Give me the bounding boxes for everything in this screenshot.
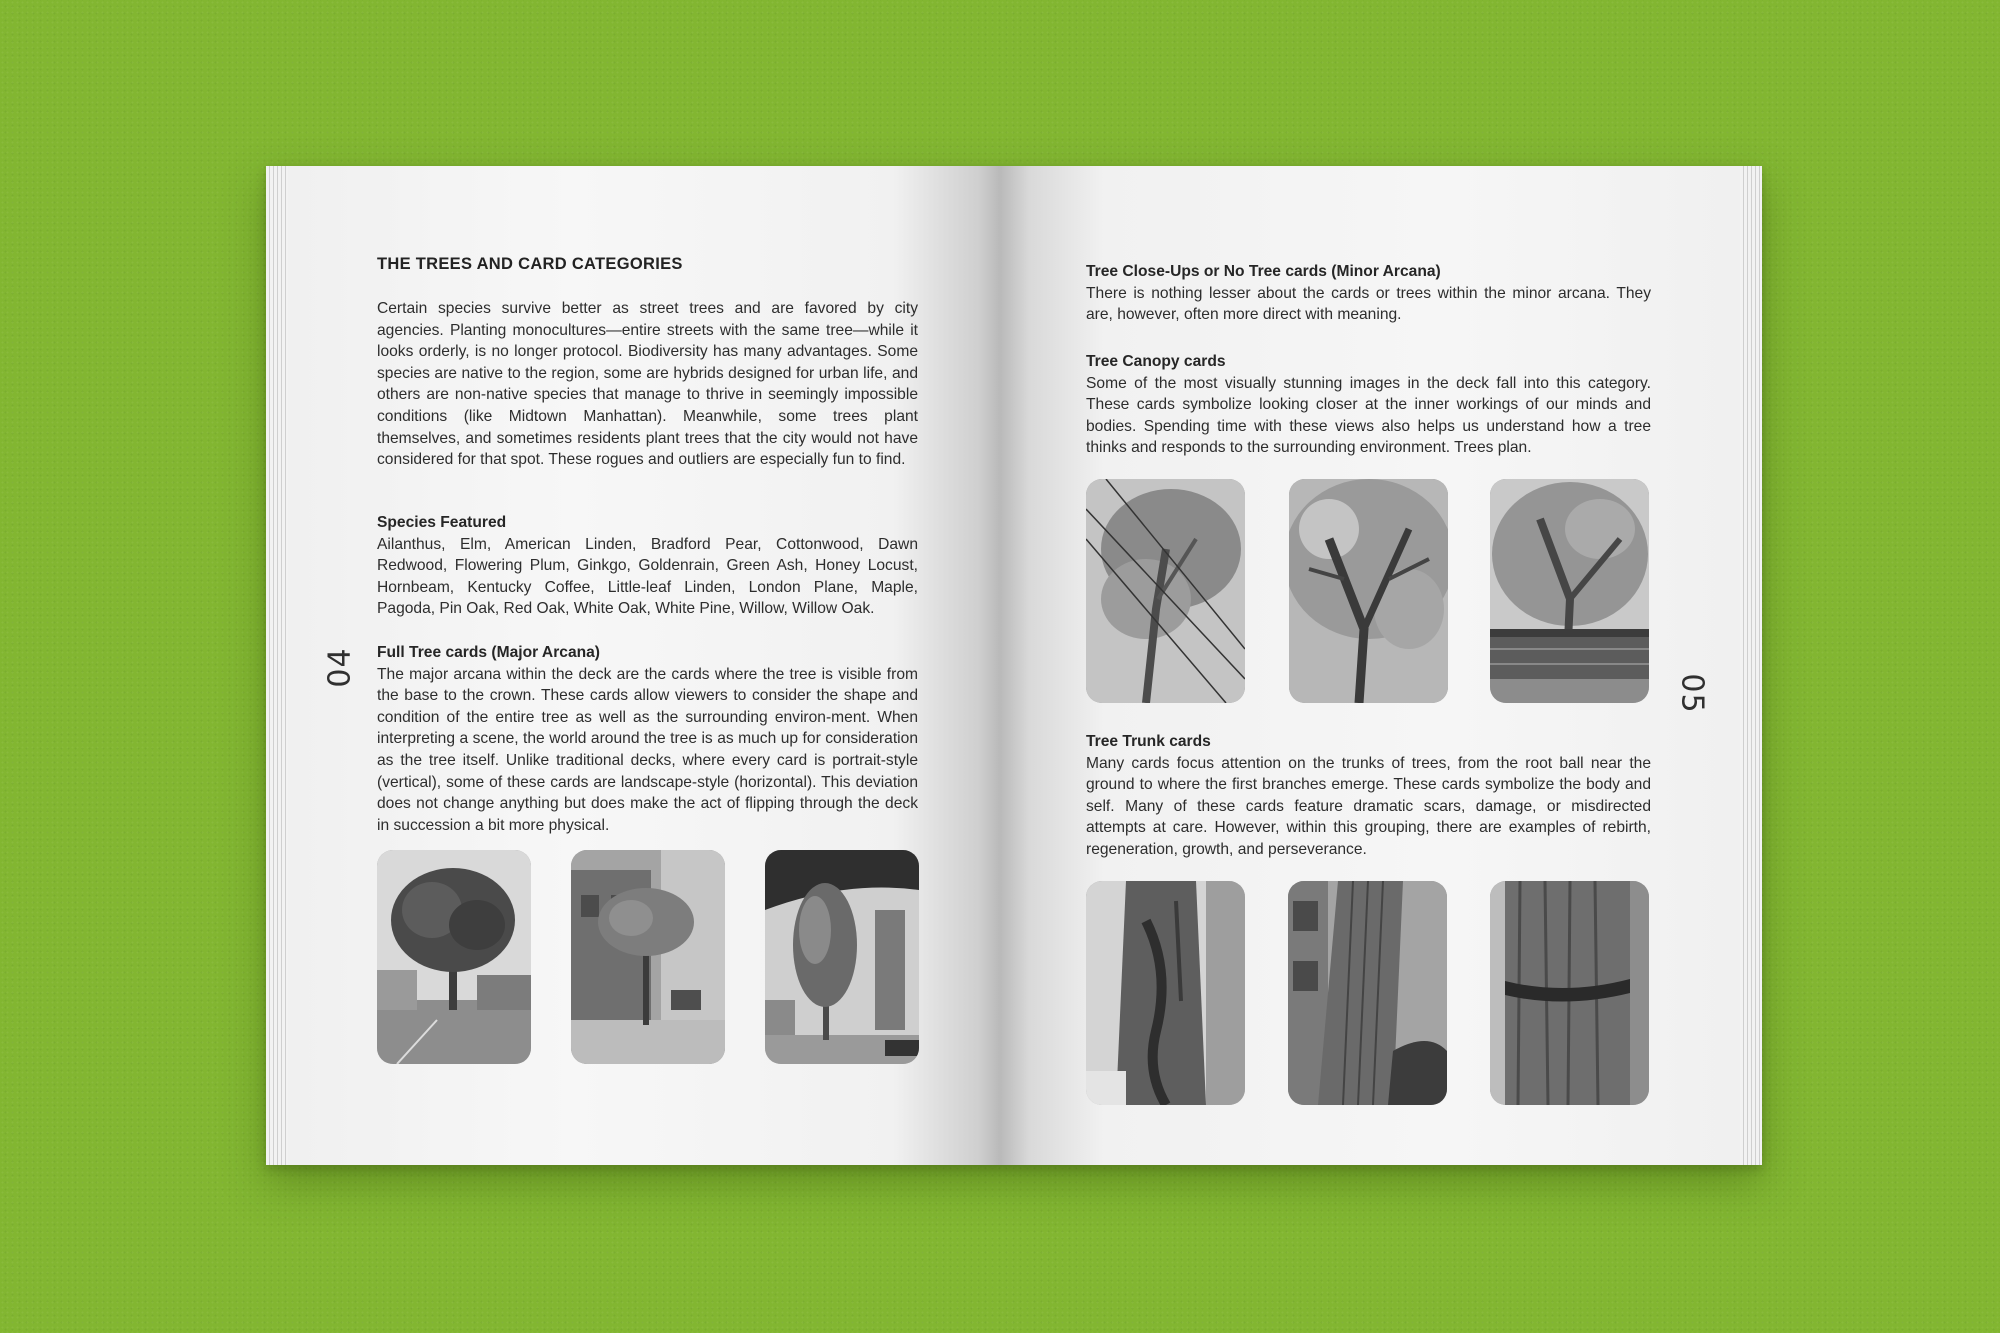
full-tree-photo-3 [765,850,919,1064]
canopy-photo-3 [1490,479,1649,703]
full-tree-photo-2 [571,850,725,1064]
canopy-paragraph: Some of the most visually stunning images in the deck fall into this category. These cards symbolize looking closer at the inner workings of our minds and bodies. Spending time with these views also helps us understand how a tree thinks and responds to the surrounding environment. Trees plan. [1086,374,1651,457]
canopy-photo-2 [1289,479,1448,703]
closeups-paragraph: There is nothing lesser about the cards or trees within the minor arcana. They are, however, often more direct with meaning. [1086,284,1651,324]
species-title: Species Featured [377,514,507,531]
trunk-photo-3 [1490,881,1649,1105]
full-tree-title: Full Tree cards (Major Arcana) [377,644,601,661]
page-number-right: 05 [1674,673,1710,714]
trunk-title: Tree Trunk cards [1086,733,1211,750]
trunk-block [1086,731,1651,861]
species-block [377,512,918,620]
canopy-block [1086,351,1651,459]
full-tree-photo-1 [377,850,531,1064]
section-heading: THE TREES AND CARD CATEGORIES [377,255,683,273]
full-tree-block [377,642,918,836]
intro-paragraph: Certain species survive better as street trees and are favored by city agencies. Planting monocultures—entire streets with the same tree—while it looks orderly, is no longer protocol. Biodiversity has many advantages. Some species are native to the region, some are hybrids designed for urban life, and others are non-native species that manage to thrive in seemingly impossible conditions (like Midtown Manhattan). Meanwhile, some trees plant themselves, and sometimes residents plant trees that the city would not have considered for that spot. These rogues and outliers are especially fun to find. [377,300,918,469]
canopy-photo-1 [1086,479,1245,703]
closeups-title: Tree Close-Ups or No Tree cards (Minor Arcana) [1086,263,1441,280]
full-tree-paragraph: The major arcana within the deck are the cards where the tree is visible from the base to the crown. These cards allow viewers to consider the shape and condition of the entire tree as well as the surrounding environ-ment. When interpreting a scene, the world around the tree is as much up for consideration as the tree itself. Unlike traditional decks, where every card is portrait-style (vertical), some of these cards are landscape-style (horizontal). This deviation does not change anything but does make the act of flipping through the deck in succession a bit more physical. [377,665,918,834]
trunk-paragraph: Many cards focus attention on the trunks of trees, from the root ball near the ground to where the first branches emerge. These cards symbolize the body and self. Many of these cards feature dramatic scars, damage, or misdirected attempts at care. However, within this grouping, there are examples of rebirth, regeneration, growth, and perseverance. [1086,754,1651,858]
canopy-title: Tree Canopy cards [1086,353,1226,370]
trunk-photo-2 [1288,881,1447,1105]
closeups-block [1086,261,1651,326]
trunk-photo-1 [1086,881,1245,1105]
species-list: Ailanthus, Elm, American Linden, Bradford Pear, Cottonwood, Dawn Redwood, Flowering Plum, Ginkgo, Goldenrain, Green Ash, Honey Locust, Hornbeam, Kentucky Coffee, Little-leaf Linden, London Plane, Maple, Pagoda, Pin Oak, Red Oak, White Oak, White Pine, Willow, Willow Oak. [377,535,918,618]
page-number-left: 04 [322,647,358,688]
